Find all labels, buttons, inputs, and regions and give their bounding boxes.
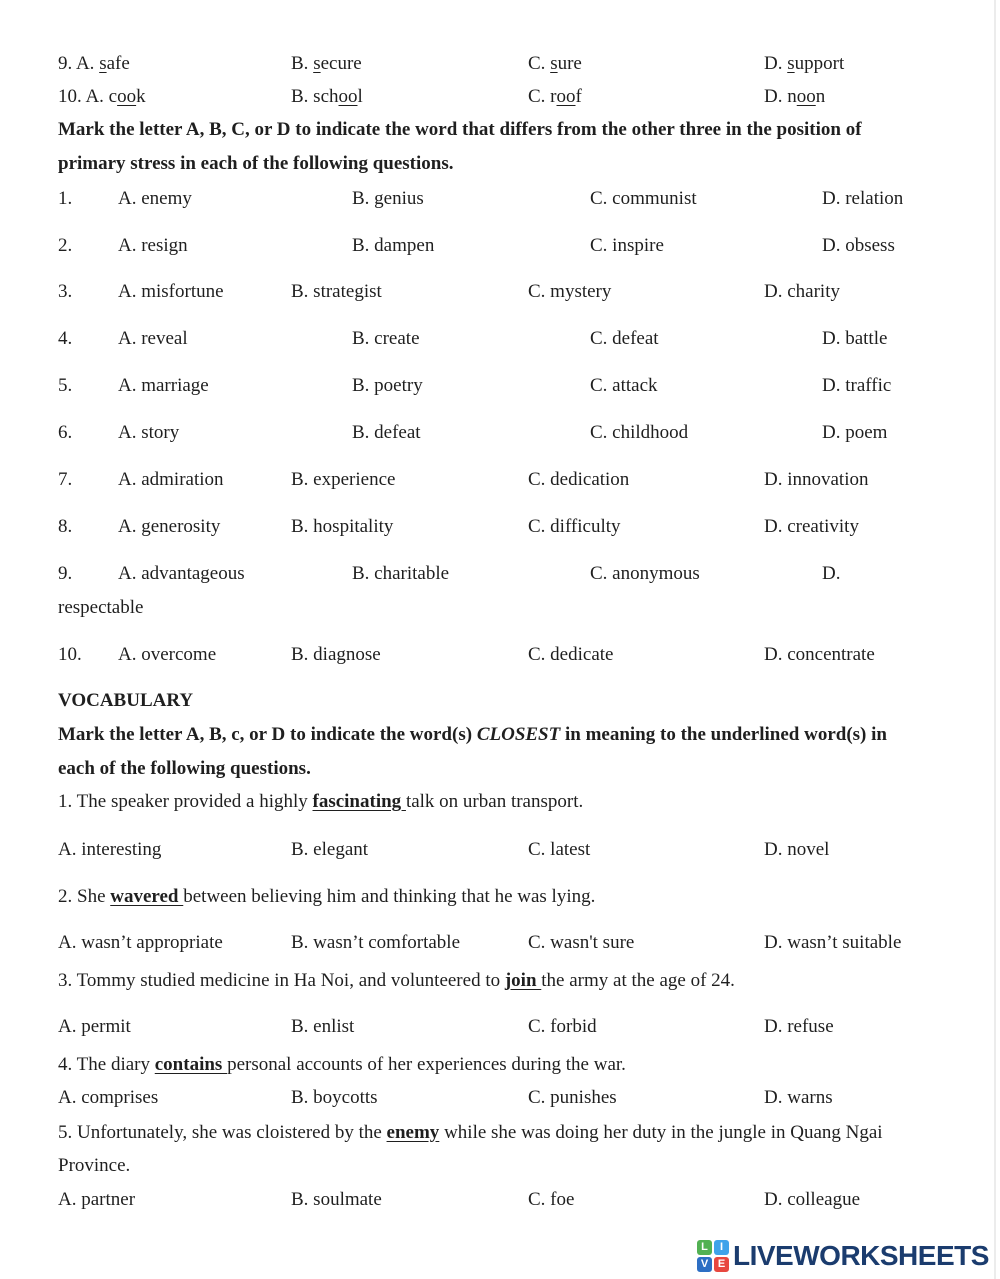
stress-row-8-option-d-seg: D. creativity <box>764 516 859 537</box>
vocab-q5-sentence-line-2-sentence <box>58 1154 130 1178</box>
vocab-q3-sentence-sentence-seg: 3. Tommy studied medicine in Ha Noi, and volunteered to <box>58 970 505 991</box>
stress-row-5-option-a <box>118 374 209 398</box>
stress-row-1-option-b-seg: B. genius <box>352 188 424 209</box>
vocab-q4-options-option-d <box>764 1086 833 1110</box>
stress-row-10-option-c-seg: C. dedicate <box>528 644 614 665</box>
stress-row-9-wrap-option-d-continuation <box>58 596 143 620</box>
pronunciation-row-10-option-a <box>58 85 146 109</box>
stress-row-8-option-c <box>528 515 621 539</box>
vocab-q3-options-option-c <box>528 1015 597 1039</box>
stress-row-4-option-c <box>590 327 659 351</box>
stress-row-7-item-number <box>58 468 72 492</box>
vocab-q5-options <box>0 1188 994 1212</box>
stress-row-7-option-c <box>528 468 629 492</box>
vocab-q4-sentence-sentence-seg: 4. The diary <box>58 1054 155 1075</box>
stress-row-10-option-a-seg: A. overcome <box>118 644 217 665</box>
vocab-q4-options <box>0 1086 994 1110</box>
stress-row-6-option-a <box>118 421 179 445</box>
stress-row-1-option-a <box>118 187 192 211</box>
stress-row-5-option-d-seg: D. traffic <box>822 375 892 396</box>
pronunciation-row-10-option-b-seg: B. sch <box>291 86 339 107</box>
vocab-q4-sentence-sentence-seg: contains <box>154 1054 228 1075</box>
vocab-q4-options-option-a <box>58 1086 158 1110</box>
pronunciation-row-10-option-b <box>291 85 363 109</box>
pronunciation-row-9-option-b-seg: B. <box>291 53 314 74</box>
pronunciation-row-9-option-a-seg: afe <box>106 53 130 74</box>
pronunciation-row-9-option-a-seg: s <box>99 53 107 74</box>
stress-row-2-option-b <box>352 234 434 258</box>
stress-row-10-item-number-seg: 10. <box>58 644 82 665</box>
vocab-q5-options-option-b-seg: B. soulmate <box>291 1189 382 1210</box>
pronunciation-row-10-option-a-seg: k <box>136 86 146 107</box>
vocab-q2-sentence-sentence <box>58 885 595 909</box>
stress-row-8-item-number <box>58 515 72 539</box>
vocab-q5-sentence-line-1-sentence-seg: 5. Unfortunately, she was cloistered by the <box>58 1122 387 1143</box>
stress-row-8-option-c-seg: C. difficulty <box>528 516 621 537</box>
pronunciation-row-9-option-d <box>764 52 844 76</box>
vocab-q2-sentence-sentence-seg: wavered <box>110 886 184 907</box>
stress-row-4-option-b-seg: B. create <box>352 328 420 349</box>
vocab-q5-sentence-line-1 <box>0 1121 994 1145</box>
stress-row-1-option-b <box>352 187 424 211</box>
stress-row-1-option-d-seg: D. relation <box>822 188 904 209</box>
liveworksheets-logo-text: LIVEWORKSHEETS <box>733 1240 989 1271</box>
vocab-q2-options-option-a <box>58 931 223 955</box>
stress-row-1-option-a-seg: A. enemy <box>118 188 192 209</box>
vocab-q2-sentence-sentence-seg: 2. She <box>58 886 111 907</box>
stress-row-8-item-number-seg: 8. <box>58 516 73 537</box>
stress-row-3-option-b-seg: B. strategist <box>291 281 382 302</box>
vocab-q1-options-option-a-seg: A. interesting <box>58 839 162 860</box>
stress-row-4-item-number-seg: 4. <box>58 328 73 349</box>
stress-row-7-option-c-seg: C. dedication <box>528 469 630 490</box>
vocab-q3-options-option-a <box>58 1015 131 1039</box>
pronunciation-row-10-option-a-seg: oo <box>117 86 137 107</box>
liveworksheets-grid-icon <box>697 1240 729 1272</box>
stress-row-7 <box>0 468 994 492</box>
vocab-instruction-line-1-instruction-text-seg: in meaning to the underlined word(s) in <box>564 724 887 745</box>
stress-row-8-option-a <box>118 515 220 539</box>
vocab-q5-options-option-d <box>764 1188 860 1212</box>
stress-row-5-option-d <box>822 374 891 398</box>
pronunciation-row-9-option-d-seg: D. <box>764 53 788 74</box>
stress-row-9-option-b <box>352 562 449 586</box>
stress-row-6 <box>0 421 994 445</box>
vocabulary-heading-section-title-seg: VOCABULARY <box>58 690 194 711</box>
stress-row-7-option-d <box>764 468 869 492</box>
vocab-q4-options-option-a-seg: A. comprises <box>58 1087 159 1108</box>
vocab-q4-options-option-c-seg: C. punishes <box>528 1087 617 1108</box>
stress-row-9-item-number-seg: 9. <box>58 563 73 584</box>
stress-row-8 <box>0 515 994 539</box>
pronunciation-row-9-option-b-seg: ecure <box>320 53 362 74</box>
stress-row-3-option-a <box>118 280 224 304</box>
stress-row-9-option-d-seg: D. <box>822 563 841 584</box>
stress-row-4-option-b <box>352 327 420 351</box>
pronunciation-row-10-option-d-seg: n <box>815 86 826 107</box>
liveworksheets-logo[interactable] <box>697 1240 989 1272</box>
vocab-q5-options-option-a <box>58 1188 135 1212</box>
vocab-q2-sentence <box>0 885 994 909</box>
stress-row-3-option-c <box>528 280 611 304</box>
vocab-q1-sentence-sentence <box>58 790 583 814</box>
stress-row-3-item-number-seg: 3. <box>58 281 73 302</box>
stress-row-6-option-b <box>352 421 421 445</box>
vocab-q3-options-option-b <box>291 1015 354 1039</box>
pronunciation-row-9-option-d-seg: upport <box>794 53 845 74</box>
vocab-q4-options-option-d-seg: D. warns <box>764 1087 833 1108</box>
vocab-q2-options-option-d-seg: D. wasn’t suitable <box>764 932 902 953</box>
vocab-instruction-line-1 <box>0 723 994 747</box>
stress-row-9-option-c-seg: C. anonymous <box>590 563 700 584</box>
stress-row-9-option-a-seg: A. advantageous <box>118 563 245 584</box>
vocab-instruction-line-2-instruction-text-seg: each of the following questions. <box>58 758 311 779</box>
vocab-q3-sentence-sentence <box>58 969 735 993</box>
stress-row-2-option-c-seg: C. inspire <box>590 235 664 256</box>
logo-tile-v: V <box>697 1257 712 1272</box>
stress-row-6-item-number-seg: 6. <box>58 422 73 443</box>
vocab-q2-options-option-c-seg: C. wasn't sure <box>528 932 635 953</box>
stress-row-3 <box>0 280 994 304</box>
stress-row-1-option-d <box>822 187 903 211</box>
stress-row-1-item-number-seg: 1. <box>58 188 73 209</box>
stress-row-10-option-c <box>528 643 613 667</box>
stress-row-10-item-number <box>58 643 82 667</box>
pronunciation-row-10 <box>0 85 994 109</box>
vocab-q3-sentence-sentence-seg: join <box>504 970 542 991</box>
vocab-q4-options-option-c <box>528 1086 617 1110</box>
vocab-q5-options-option-d-seg: D. colleague <box>764 1189 861 1210</box>
vocab-instruction-line-2 <box>0 757 994 781</box>
pronunciation-row-9-option-a-seg: 9. A. <box>58 53 100 74</box>
logo-tile-l: L <box>697 1240 712 1255</box>
pronunciation-row-10-option-b-seg: oo <box>338 86 358 107</box>
vocab-q1-options-option-c-seg: C. latest <box>528 839 591 860</box>
stress-row-5-option-c <box>590 374 658 398</box>
stress-row-3-option-a-seg: A. misfortune <box>118 281 224 302</box>
stress-row-4-option-d <box>822 327 887 351</box>
stress-row-8-option-d <box>764 515 859 539</box>
stress-row-4 <box>0 327 994 351</box>
pronunciation-row-10-option-c-seg: oo <box>556 86 576 107</box>
stress-row-4-option-d-seg: D. battle <box>822 328 888 349</box>
stress-row-10 <box>0 643 994 667</box>
vocab-q4-sentence <box>0 1053 994 1077</box>
stress-row-9-item-number <box>58 562 72 586</box>
vocabulary-heading-section-title <box>58 689 193 713</box>
stress-row-6-item-number <box>58 421 72 445</box>
pronunciation-row-9-option-c-seg: s <box>550 53 558 74</box>
vocab-q5-sentence-line-1-sentence-seg: while she was doing her duty in the jungle in Quang Ngai <box>439 1122 883 1143</box>
vocab-q1-sentence-sentence-seg: fascinating <box>312 791 406 812</box>
vocab-q2-options-option-b <box>291 931 460 955</box>
stress-row-4-option-c-seg: C. defeat <box>590 328 659 349</box>
vocab-q1-options-option-d <box>764 838 829 862</box>
vocab-q3-sentence-sentence-seg: the army at the age of 24. <box>541 970 735 991</box>
stress-row-5-option-c-seg: C. attack <box>590 375 658 396</box>
vocab-instruction-line-1-instruction-text <box>58 723 887 747</box>
vocabulary-heading <box>0 689 994 713</box>
vocab-q5-sentence-line-2-sentence-seg: Province. <box>58 1155 131 1176</box>
pronunciation-row-10-option-a-seg: 10. A. c <box>58 86 118 107</box>
stress-row-9 <box>0 562 994 586</box>
stress-row-8-option-b-seg: B. hospitality <box>291 516 394 537</box>
vocab-q1-options <box>0 838 994 862</box>
stress-row-9-option-a <box>118 562 245 586</box>
stress-row-4-option-a-seg: A. reveal <box>118 328 188 349</box>
stress-row-6-option-c <box>590 421 688 445</box>
stress-row-7-option-a <box>118 468 224 492</box>
stress-row-1-option-c-seg: C. communist <box>590 188 697 209</box>
stress-row-8-option-a-seg: A. generosity <box>118 516 221 537</box>
stress-row-7-option-d-seg: D. innovation <box>764 469 869 490</box>
stress-row-4-item-number <box>58 327 72 351</box>
vocab-instruction-line-1-instruction-text-seg: Mark the letter A, B, c, or D to indicate the word(s) <box>58 724 477 745</box>
stress-row-5-option-b-seg: B. poetry <box>352 375 423 396</box>
stress-row-7-item-number-seg: 7. <box>58 469 73 490</box>
vocab-q3-sentence <box>0 969 994 993</box>
stress-instruction-line-1 <box>0 118 994 142</box>
vocab-q2-options-option-a-seg: A. wasn’t appropriate <box>58 932 223 953</box>
vocab-q4-sentence-sentence-seg: personal accounts of her experiences during the war. <box>227 1054 626 1075</box>
vocab-q1-sentence-sentence-seg: talk on urban transport. <box>405 791 584 812</box>
scrollbar-edge <box>994 0 996 1279</box>
vocab-q1-sentence <box>0 790 994 814</box>
vocab-q4-sentence-sentence <box>58 1053 626 1077</box>
pronunciation-row-9 <box>0 52 994 76</box>
vocab-q2-sentence-sentence-seg: between believing him and thinking that he was lying. <box>183 886 596 907</box>
stress-instruction-line-2 <box>0 152 994 176</box>
stress-row-7-option-b-seg: B. experience <box>291 469 396 490</box>
stress-row-3-item-number <box>58 280 72 304</box>
stress-row-10-option-a <box>118 643 216 667</box>
stress-instruction-line-2-instruction-text-seg: primary stress in each of the following questions. <box>58 153 454 174</box>
pronunciation-row-10-option-c-seg: f <box>575 86 582 107</box>
stress-row-7-option-b <box>291 468 395 492</box>
stress-row-3-option-d <box>764 280 840 304</box>
stress-row-10-option-b <box>291 643 381 667</box>
stress-row-2-option-b-seg: B. dampen <box>352 235 435 256</box>
pronunciation-row-9-option-d-seg: s <box>787 53 795 74</box>
stress-row-10-option-d <box>764 643 875 667</box>
stress-row-9-wrap <box>0 596 994 620</box>
vocab-q5-options-option-a-seg: A. partner <box>58 1189 136 1210</box>
stress-row-2-option-d-seg: D. obsess <box>822 235 895 256</box>
vocab-q5-options-option-c <box>528 1188 574 1212</box>
pronunciation-row-9-option-c-seg: ure <box>557 53 582 74</box>
pronunciation-row-10-option-d <box>764 85 825 109</box>
stress-row-2 <box>0 234 994 258</box>
vocab-q5-sentence-line-2 <box>0 1154 994 1178</box>
stress-row-2-item-number <box>58 234 72 258</box>
vocab-q5-options-option-b <box>291 1188 382 1212</box>
vocab-q1-options-option-b <box>291 838 368 862</box>
stress-row-6-option-a-seg: A. story <box>118 422 180 443</box>
vocab-q3-options-option-d-seg: D. refuse <box>764 1016 834 1037</box>
stress-row-5-option-a-seg: A. marriage <box>118 375 209 396</box>
pronunciation-row-9-option-b-seg: s <box>313 53 321 74</box>
stress-row-2-option-a-seg: A. resign <box>118 235 188 256</box>
stress-row-5-item-number-seg: 5. <box>58 375 73 396</box>
pronunciation-row-10-option-b-seg: l <box>357 86 363 107</box>
stress-row-3-option-b <box>291 280 382 304</box>
vocab-q5-sentence-line-1-sentence <box>58 1121 883 1145</box>
pronunciation-row-9-option-a <box>58 52 130 76</box>
stress-row-3-option-c-seg: C. mystery <box>528 281 612 302</box>
stress-row-6-option-b-seg: B. defeat <box>352 422 421 443</box>
vocab-q1-sentence-sentence-seg: 1. The speaker provided a highly <box>58 791 313 812</box>
vocab-q4-options-option-b-seg: B. boycotts <box>291 1087 378 1108</box>
stress-row-9-option-c <box>590 562 700 586</box>
vocab-q2-options <box>0 931 994 955</box>
vocab-instruction-line-1-instruction-text-seg: CLOSEST <box>476 724 565 745</box>
stress-instruction-line-2-instruction-text <box>58 152 453 176</box>
stress-row-3-option-d-seg: D. charity <box>764 281 840 302</box>
stress-row-1-item-number <box>58 187 72 211</box>
stress-row-10-option-d-seg: D. concentrate <box>764 644 875 665</box>
stress-row-5-item-number <box>58 374 72 398</box>
stress-row-2-option-d <box>822 234 895 258</box>
vocab-q2-options-option-c <box>528 931 634 955</box>
logo-tile-e: E <box>714 1257 729 1272</box>
vocab-q4-options-option-b <box>291 1086 378 1110</box>
pronunciation-row-10-option-c <box>528 85 582 109</box>
pronunciation-row-10-option-c-seg: C. r <box>528 86 557 107</box>
stress-row-2-option-a <box>118 234 188 258</box>
stress-row-1 <box>0 187 994 211</box>
stress-row-9-option-d <box>822 562 840 586</box>
stress-row-7-option-a-seg: A. admiration <box>118 469 224 490</box>
vocab-instruction-line-2-instruction-text <box>58 757 311 781</box>
pronunciation-row-10-option-d-seg: oo <box>796 86 816 107</box>
vocab-q2-options-option-d <box>764 931 901 955</box>
stress-row-8-option-b <box>291 515 393 539</box>
vocab-q3-options <box>0 1015 994 1039</box>
pronunciation-row-9-option-c-seg: C. <box>528 53 551 74</box>
vocab-q3-options-option-b-seg: B. enlist <box>291 1016 355 1037</box>
vocab-q1-options-option-d-seg: D. novel <box>764 839 830 860</box>
stress-row-5-option-b <box>352 374 423 398</box>
vocab-q1-options-option-b-seg: B. elegant <box>291 839 369 860</box>
vocab-q3-options-option-d <box>764 1015 834 1039</box>
stress-row-10-option-b-seg: B. diagnose <box>291 644 381 665</box>
vocab-q5-options-option-c-seg: C. foe <box>528 1189 575 1210</box>
stress-row-6-option-d <box>822 421 887 445</box>
vocab-q5-sentence-line-1-sentence-seg: enemy <box>386 1122 440 1143</box>
logo-tile-i: I <box>714 1240 729 1255</box>
pronunciation-row-9-option-b <box>291 52 362 76</box>
vocab-q1-options-option-c <box>528 838 590 862</box>
vocab-q3-options-option-c-seg: C. forbid <box>528 1016 597 1037</box>
vocab-q2-options-option-b-seg: B. wasn’t comfortable <box>291 932 461 953</box>
stress-row-9-option-b-seg: B. charitable <box>352 563 450 584</box>
stress-row-6-option-c-seg: C. childhood <box>590 422 689 443</box>
stress-row-1-option-c <box>590 187 697 211</box>
stress-row-2-option-c <box>590 234 664 258</box>
vocab-q3-options-option-a-seg: A. permit <box>58 1016 131 1037</box>
stress-instruction-line-1-instruction-text-seg: Mark the letter A, B, C, or D to indicate the word that differs from the other three in the position of <box>58 119 862 140</box>
vocab-q1-options-option-a <box>58 838 161 862</box>
stress-row-5 <box>0 374 994 398</box>
stress-row-2-item-number-seg: 2. <box>58 235 73 256</box>
stress-row-6-option-d-seg: D. poem <box>822 422 888 443</box>
pronunciation-row-9-option-c <box>528 52 582 76</box>
stress-row-4-option-a <box>118 327 188 351</box>
stress-row-9-wrap-option-d-continuation-seg: respectable <box>58 597 144 618</box>
pronunciation-row-10-option-d-seg: D. n <box>764 86 797 107</box>
stress-instruction-line-1-instruction-text <box>58 118 862 142</box>
